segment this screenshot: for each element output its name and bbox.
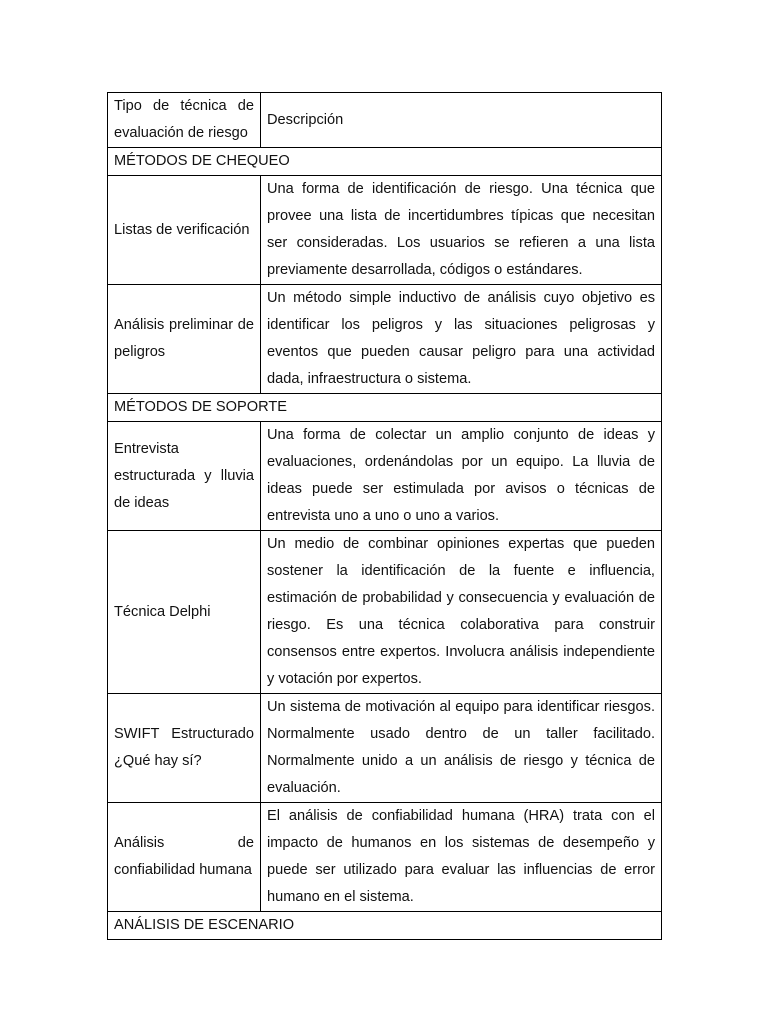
table-header-row	[108, 93, 662, 148]
risk-techniques-table	[107, 92, 662, 940]
technique-description: Una forma de identificación de riesgo. Una técnica que provee una lista de incertidumbres típicas que necesitan ser consideradas. Los usuarios se refieren a una lista previamente desarrollada, códigos o estándares.	[261, 176, 662, 285]
table-row	[108, 176, 662, 285]
section-title-chequeo: MÉTODOS DE CHEQUEO	[108, 148, 662, 176]
technique-name: Técnica Delphi	[108, 531, 261, 694]
technique-name: Análisis de confiabilidad humana	[108, 803, 261, 912]
table-row	[108, 694, 662, 803]
table-row	[108, 422, 662, 531]
section-title-escenario: ANÁLISIS DE ESCENARIO	[108, 912, 662, 940]
table-row	[108, 285, 662, 394]
technique-name: Listas de verificación	[108, 176, 261, 285]
section-row	[108, 148, 662, 176]
technique-description: Un método simple inductivo de análisis cuyo objetivo es identificar los peligros y las situaciones peligrosas y eventos que pueden causar peligro para una actividad dada, infraestructura o sistema.	[261, 285, 662, 394]
technique-description: Una forma de colectar un amplio conjunto de ideas y evaluaciones, ordenándolas por un equipo. La lluvia de ideas puede ser estimulada por avisos o técnicas de entrevista uno a uno o uno a varios.	[261, 422, 662, 531]
table-row	[108, 531, 662, 694]
technique-name: SWIFT Estructurado ¿Qué hay sí?	[108, 694, 261, 803]
header-description: Descripción	[261, 93, 662, 148]
technique-name: Análisis preliminar de peligros	[108, 285, 261, 394]
section-row	[108, 394, 662, 422]
technique-description: Un medio de combinar opiniones expertas que pueden sostener la identificación de la fuente e influencia, estimación de probabilidad y consecuencia y evaluación de riesgo. Es una técnica colaborativa para construir consensos entre expertos. Involucra análisis independiente y votación por expertos.	[261, 531, 662, 694]
technique-description: El análisis de confiabilidad humana (HRA) trata con el impacto de humanos en los sistemas de desempeño y puede ser utilizado para evaluar las influencias de error humano en el sistema.	[261, 803, 662, 912]
section-title-soporte: MÉTODOS DE SOPORTE	[108, 394, 662, 422]
table-row	[108, 803, 662, 912]
technique-name: Entrevista estructurada y lluvia de ideas	[108, 422, 261, 531]
header-technique-type: Tipo de técnica de evaluación de riesgo	[108, 93, 261, 148]
section-row	[108, 912, 662, 940]
technique-description: Un sistema de motivación al equipo para identificar riesgos. Normalmente usado dentro de un taller facilitado. Normalmente unido a un análisis de riesgo y técnica de evaluación.	[261, 694, 662, 803]
